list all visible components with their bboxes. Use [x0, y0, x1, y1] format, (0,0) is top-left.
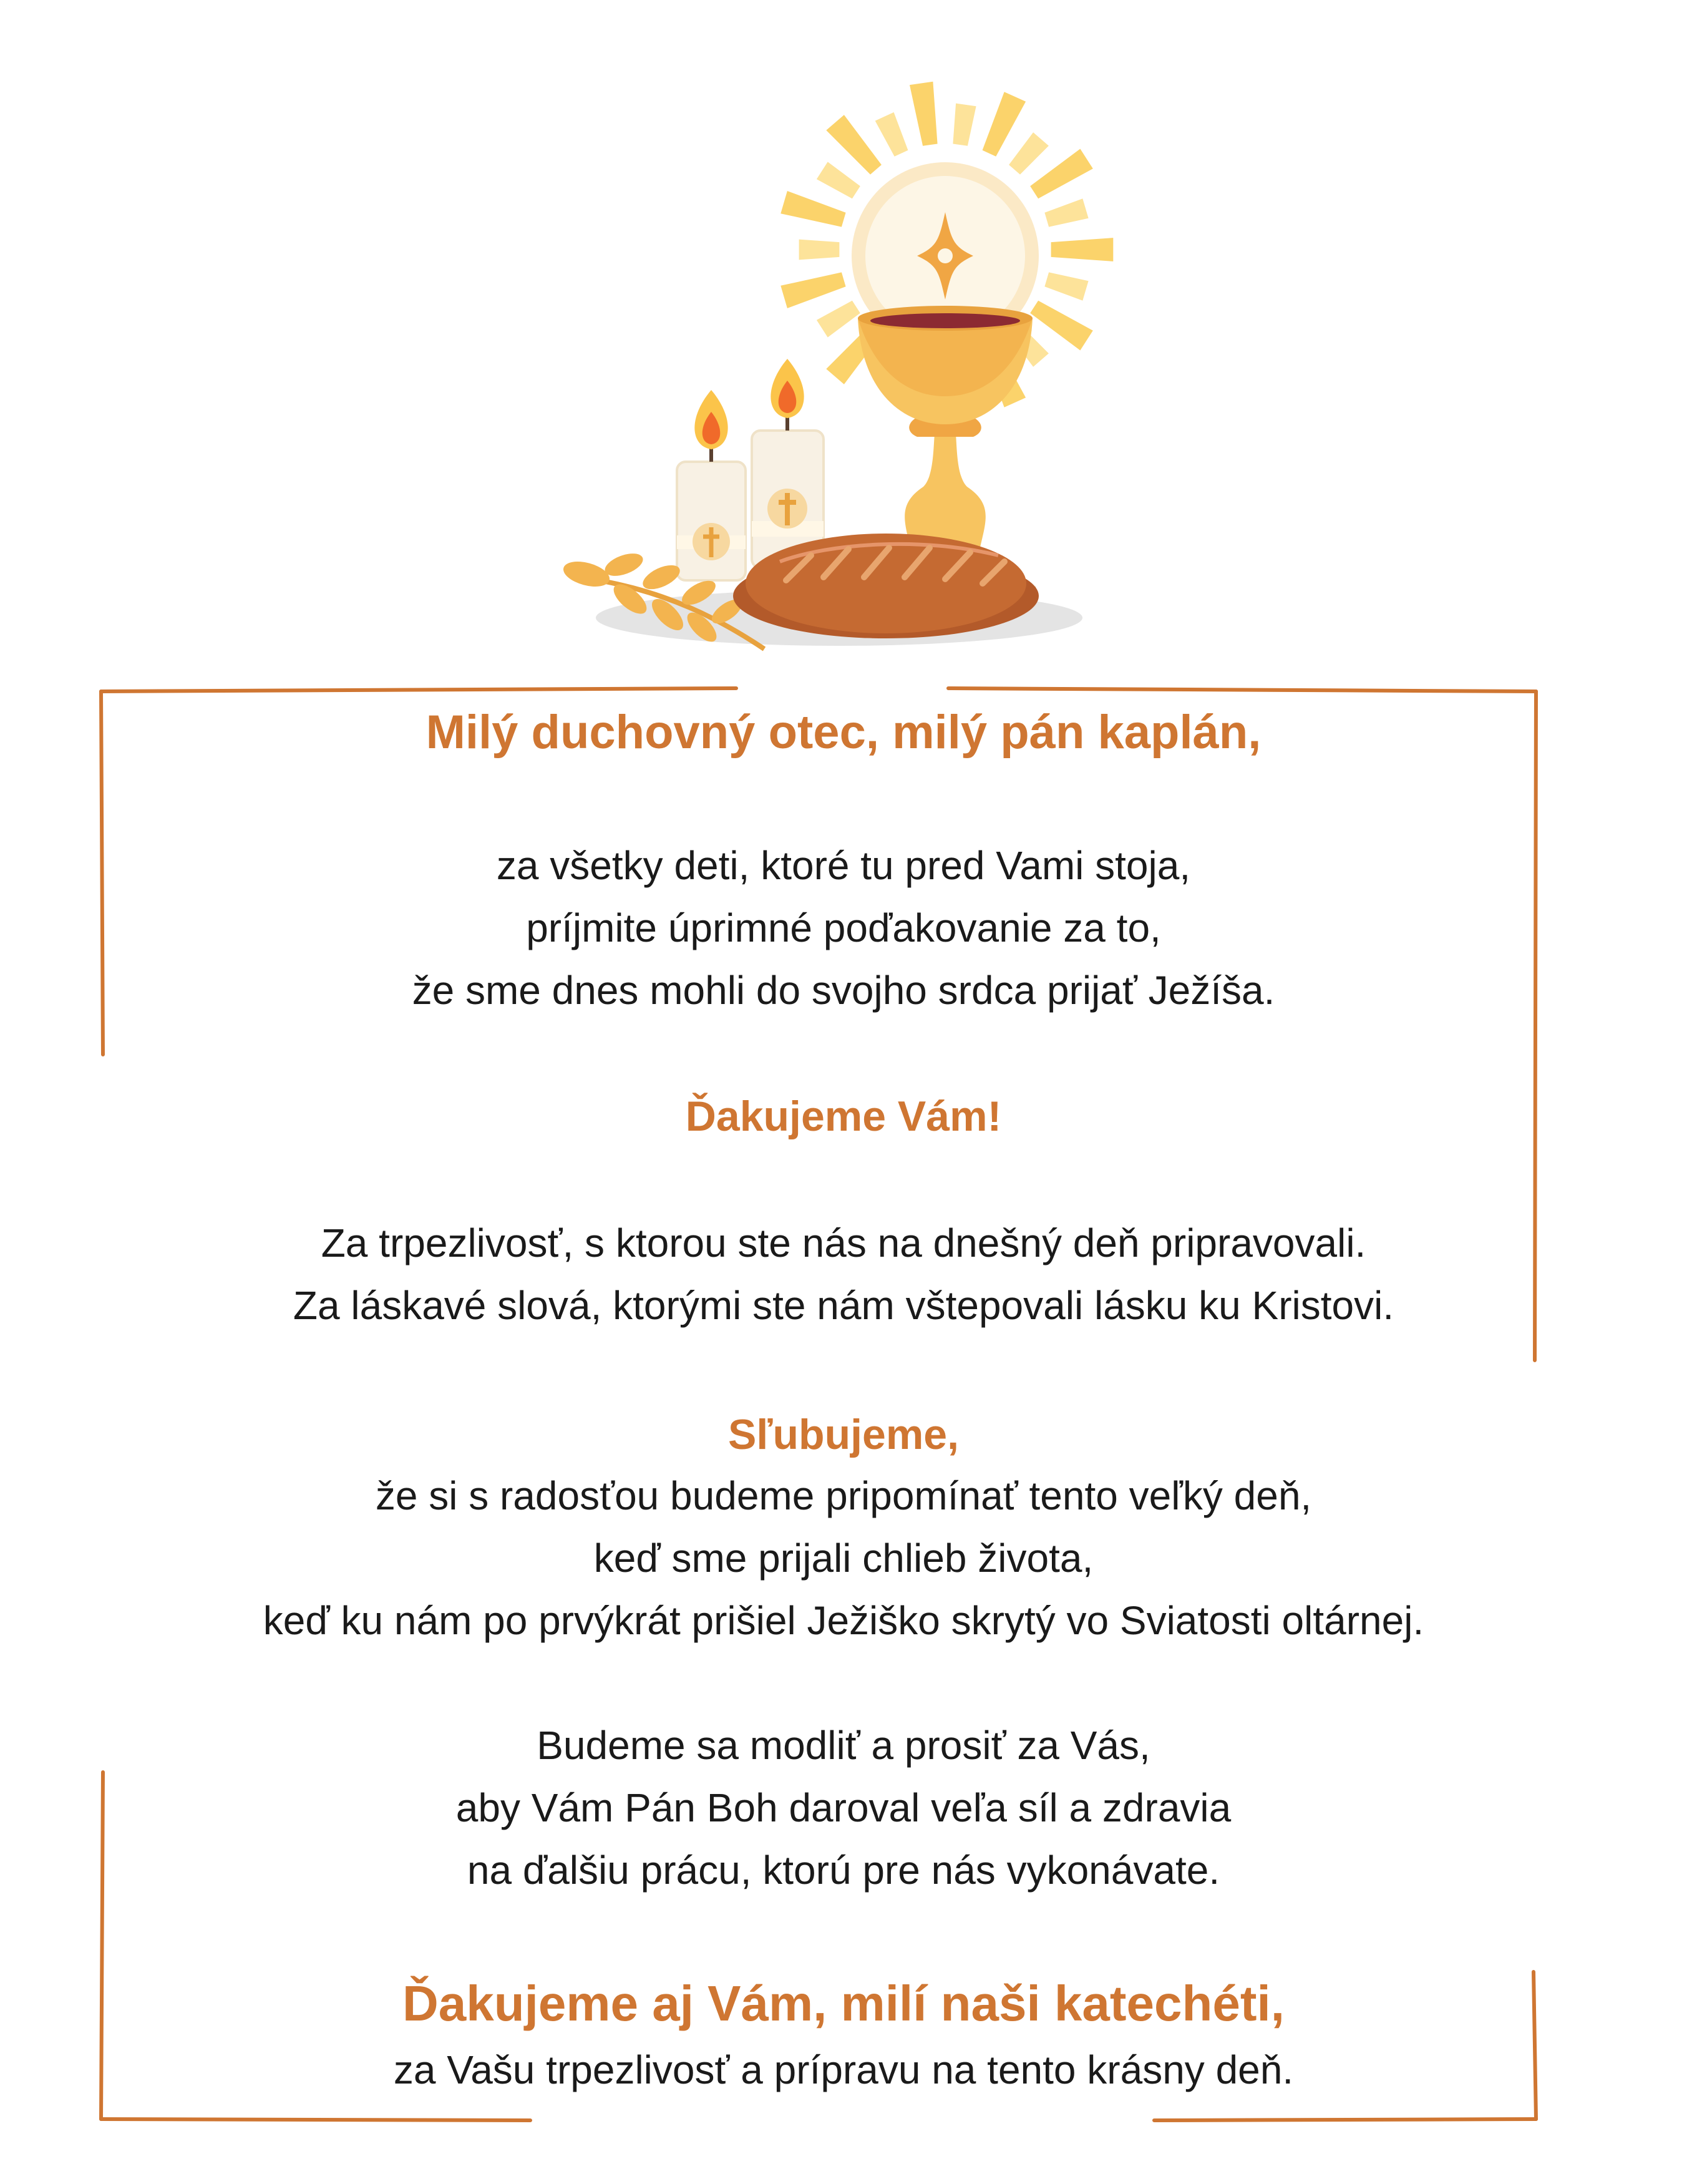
para3-line: keď ku nám po prvýkrát prišiel Ježiško skrytý vo Sviatosti oltárnej.	[263, 1598, 1424, 1643]
para4-line: aby Vám Pán Boh daroval veľa síl a zdravia	[455, 1785, 1232, 1830]
para1-line: že sme dnes mohli do svojho srdca prijať Ježíša.	[412, 968, 1275, 1013]
para3-line: že si s radosťou budeme pripomínať tento veľký deň,	[375, 1473, 1312, 1518]
closing-line: za Vašu trpezlivosť a prípravu na tento krásny deň.	[393, 2047, 1294, 2092]
greeting-heading: Milý duchovný otec, milý pán kaplán,	[425, 706, 1262, 759]
para1-line: za všetky deti, ktoré tu pred Vami stoja,	[496, 843, 1191, 888]
para2-line: Za láskavé slová, ktorými ste nám vštepovali lásku ku Kristovi.	[293, 1283, 1394, 1328]
para2-line: Za trpezlivosť, s ktorou ste nás na dnešný deň pripravovali.	[321, 1221, 1366, 1265]
catechists-heading: Ďakujeme aj Vám, milí naši katechéti,	[402, 1976, 1285, 2031]
para1-line: príjmite úprimné poďakovanie za to,	[526, 905, 1161, 950]
para3-line: keď sme prijali chlieb života,	[593, 1536, 1094, 1581]
para4-line: Budeme sa modliť a prosiť za Vás,	[537, 1723, 1150, 1768]
thanks-heading: Ďakujeme Vám!	[685, 1093, 1002, 1140]
promise-heading: Sľubujeme,	[727, 1411, 960, 1458]
para4-line: na ďalšiu prácu, ktorú pre nás vykonávate.	[467, 1848, 1220, 1893]
